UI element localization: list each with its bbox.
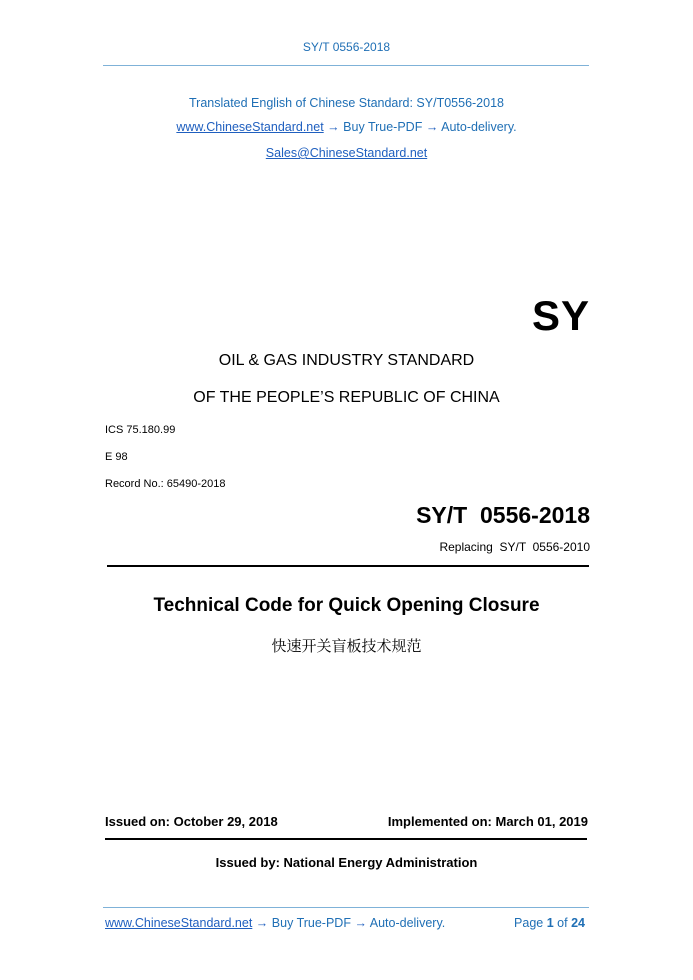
sy-logo: SY [531,292,590,339]
arrow-icon: → [327,120,340,134]
title-divider [107,565,589,567]
of-label: of [557,916,568,930]
record-number: Record No.: 65490-2018 [105,478,226,490]
ics-code: ICS 75.180.99 [105,424,176,436]
total-pages: 24 [571,916,585,930]
site-link[interactable]: www.ChineseStandard.net [176,120,324,134]
footer-auto-text: Auto-delivery. [369,916,446,930]
header-divider [103,65,589,66]
footer-divider [103,907,589,908]
page-label: Page [514,916,544,930]
replacing-note: Replacing SY/T 0556-2010 [439,540,590,554]
document-title: Technical Code for Quick Opening Closure [153,595,540,616]
document-title-chinese: 快速开关盲板技术规范 [271,637,422,655]
intro-links-line [0,120,693,134]
translated-line: Translated English of Chinese Standard: SY/T0556-2018 [188,96,504,110]
email-line [0,146,693,160]
standard-number: SY/T 0556-2018 [416,502,590,528]
page-number: 1 [546,916,554,930]
arrow-icon: → [425,120,439,134]
arrow-icon: → [354,916,367,930]
footer-buy-text: Buy True-PDF [271,916,351,930]
implemented-date: Implemented on: March 01, 2019 [387,814,588,829]
buy-true-pdf-text: Buy True-PDF [343,120,423,134]
issued-date: Issued on: October 29, 2018 [105,814,278,829]
industry-standard-title: OIL & GAS INDUSTRY STANDARD [218,352,475,369]
auto-delivery-text: Auto-delivery. [441,120,517,134]
republic-title: OF THE PEOPLE’S REPUBLIC OF CHINA [193,389,500,406]
dates-divider [105,838,587,840]
e-code: E 98 [105,451,128,463]
page-indicator [514,916,585,930]
email-link[interactable]: Sales@ChineseStandard.net [265,146,428,160]
footer-links [105,916,445,930]
header-code: SY/T 0556-2018 [302,40,391,54]
arrow-icon: → [255,916,269,930]
issued-by: Issued by: National Energy Administration [215,855,478,870]
footer-site-link[interactable]: www.ChineseStandard.net [105,916,253,930]
